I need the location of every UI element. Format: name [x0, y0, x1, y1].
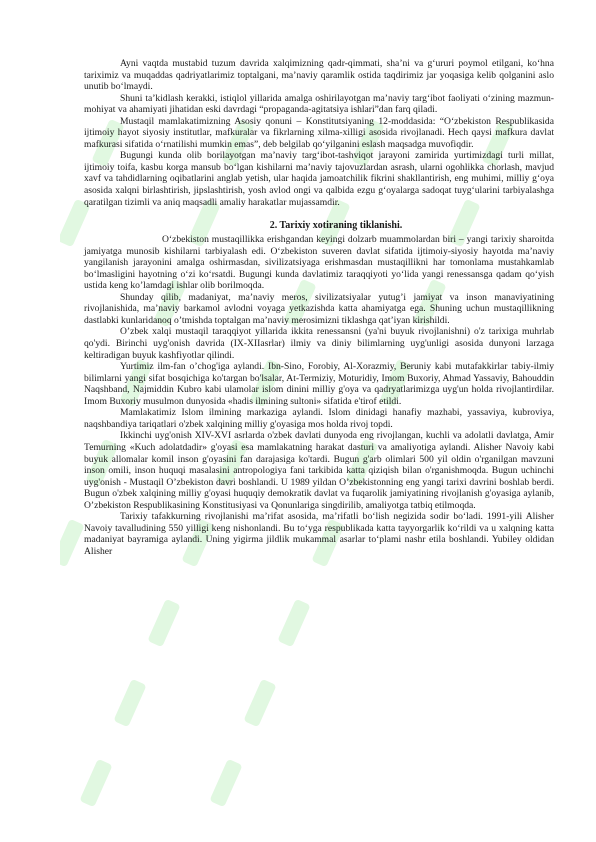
- paragraph: Tarixiy tafakkurning rivojlanishi ma’rifat asosida, ma’rifatli bo‘lish negizida sodir bo‘ladi. 1991-yili Alisher Navoiy tavalludining 550 yilligi keng nishonlandi. Bu to‘yga respublikada katta tayyorgarlik ko‘rildi va u xalqning katta madaniyat bayramiga aylandi. Uning yigirma jildlik mukammal asarlar to‘plami nashr etila boshlandi. Yubiley oldidan Alisher: [84, 511, 554, 557]
- watermark-mark: [209, 759, 242, 808]
- watermark-mark: [277, 599, 310, 648]
- paragraph: Mustaqil mamlakatimizning Asosiy qonuni – Konstitutsiyaning 12-moddasida: “O‘zbekiston Respublikasida ijtimoiy hayot siyosiy institutlar, mafkuralar va fikrlarning xilma-xilligi asosida rivojlanadi. Hech qaysi mafkura davlat mafkurasi sifatida o‘rnatilishi mumkin emas”, deb belgilab qo‘yilganini eslash maqsadga muvofiqdir.: [84, 115, 554, 150]
- paragraph: Shunday qilib, madaniyat, ma’naviy meros, sivilizatsiyalar yutug’i jamiyat va inson manaviyatining rivojlanishida, ma’naviy barkamol avlodni voyaga yetkazishda katta ahamiyatga ega. Shuning uchun mustaqillikning dastlabki kunlaridanoq o’tmishda toptalgan ma’naviy merosimizni tiklashga qat’iyan kirishildi.: [84, 291, 554, 326]
- watermark-mark: [147, 599, 180, 648]
- paragraph: O‘zbekiston mustaqillikka erishgandan keyingi dolzarb muammolardan biri – yangi tarixiy sharoitda jamiyatga munosib kishilarni tarbiyalash edi. O‘zbekiston suveren davlat sifatida ijtimoiy-siyosiy hayotda ma’naviy yangilanish jarayonini amalga oshirmasdan, sivilizatsiyaga erishmasdan mustaqillikni har tomonlama mustahkamlab bo‘lmasligini hayotning o‘zi ko‘rsatdi. Bugungi kunda davlatimiz taraqqiyoti yo‘lida yangi renessansga qadam qo‘yish ustida keng ko’lamdagi ishlar olib borilmoqda.: [84, 234, 554, 292]
- watermark-mark: [60, 519, 85, 568]
- paragraph: Bugungi kunda olib borilayotgan ma’naviy targ‘ibot-tashviqot jarayoni zamirida yurtimizdagi turli millat, ijtimoiy toifa, kasbu korga mansub bo‘lgan kishilarni ma’naviy tajovuzlardan asrash, ularni ogohlikka chorlash, mavjud xavf va tahdidlarning oqibatlarini anglab yetish, ular haqida jamoatchilik fikrini shakllantirish, eng muhimi, milliy g‘oya asosida xalqni birlashtirish, jipslashtirish, yosh avlod ongi va qalbida ezgu g‘oyalarga sadoqat tuyg‘ularini tarbiyalashga qaratilgan tizimli va aniq maqsadli amaliy harakatlar mujassamdir.: [84, 150, 554, 208]
- paragraph: Mamlakatimiz Islom ilmining markaziga aylandi. Islom dinidagi hanafiy mazhabi, yassaviya, kubroviya, naqshbandiya tariqatlari o'zbek xalqining milliy g'oyasiga mos holda rivoj topdi.: [84, 407, 554, 430]
- paragraph: Shuni ta’kidlash kerakki, istiqlol yillarida amalga oshirilayotgan ma’naviy targ‘ibot faoliyati o‘zining mazmun-mohiyat va ahamiyati jihatidan eski davrdagi “propaganda-agitatsiya ishlari”dan farq qiladi.: [84, 92, 554, 116]
- section-heading: 2. Tarixiy xotiraning tiklanishi.: [269, 220, 403, 232]
- document-page: [84, 58, 554, 557]
- paragraph: O’zbek xalqi mustaqil taraqqiyot yillarida ikkita renessansni (ya'ni buyuk rivojlanishni) o'z tarixiga muhrlab qo'ydi. Birinchi uyg'onish davrida (IX-XIIasrlar) ilmiy va diniy bilimlarning uyg'unligi asosida dunyoni larzaga keltiradigan buyuk kashfiyotlar qilindi.: [84, 326, 554, 361]
- watermark-mark: [113, 679, 146, 728]
- paragraph: Ikkinchi uyg'onish XIV-XVI asrlarda o'zbek davlati dunyoda eng rivojlangan, kuchli va adolatli davlatga, Amir Temurning «Kuch adolatdadir» g'oyasi esa mamlakatning harakat dasturi va amaliyotiga aylandi. Alisher Navoiy kabi buyuk allomalar komil inson g'oyasini fan darajasiga ko'tardi. Bugun g'arb olimlari 500 yil oldin o'rganilgan mavzuni inson omili, inson huquqi masalasini antropologiya fani tarkibida katta qiziqish bilan o'rganishmoqda. Bugun uchinchi uyg'onish - Mustaqil O’zbekiston davri boshlandi. U 1989 yildan O’zbekistonning eng yangi tarixi davrini boshlab berdi. Bugun o'zbek xalqining milliy g'oyasi huquqiy demokratik davlat va fuqarolik jamiyatining rivojlanish g'oyasiga aylanib, O’zbekiston Respublikasining Konstitusiyasi va Qonunlariga singdirilib, amaliyotga tatbiq etilmoqda.: [84, 430, 554, 511]
- watermark-mark: [243, 679, 276, 728]
- paragraph: Ayni vaqtda mustabid tuzum davrida xalqimizning qadr-qimmati, sha’ni va g‘ururi poymol etilgani, ko‘hna tariximiz va muqaddas qadriyatlarimiz toptalgani, ma’naviy qaramlik ostida taqdirimiz jar yoqasiga kelib qolganini aslo unutib bo‘lmaydi.: [84, 58, 554, 93]
- paragraph: Yurtimiz ilm-fan o’chog'iga aylandi. Ibn-Sino, Forobiy, Al-Xorazmiy, Beruniy kabi mutafakkirlar tabiy-ilmiy bilimlarni yangi sifat bosqichiga ko'targan bo'lsalar, At-Termiziy, Moturidiy, Imom Buxoriy, Ahmad Yassaviy, Bahouddin Naqshband, Najmiddin Kubro kabi ulamolar islom dinini milliy g'oya va qadryatlarimizga uyg'un holda rivojlantirdilar. Imom Buxoriy musulmon dunyosida «hadis ilmining sultoni» sifatida e'tirof etildi.: [84, 361, 554, 407]
- watermark-mark: [79, 759, 112, 808]
